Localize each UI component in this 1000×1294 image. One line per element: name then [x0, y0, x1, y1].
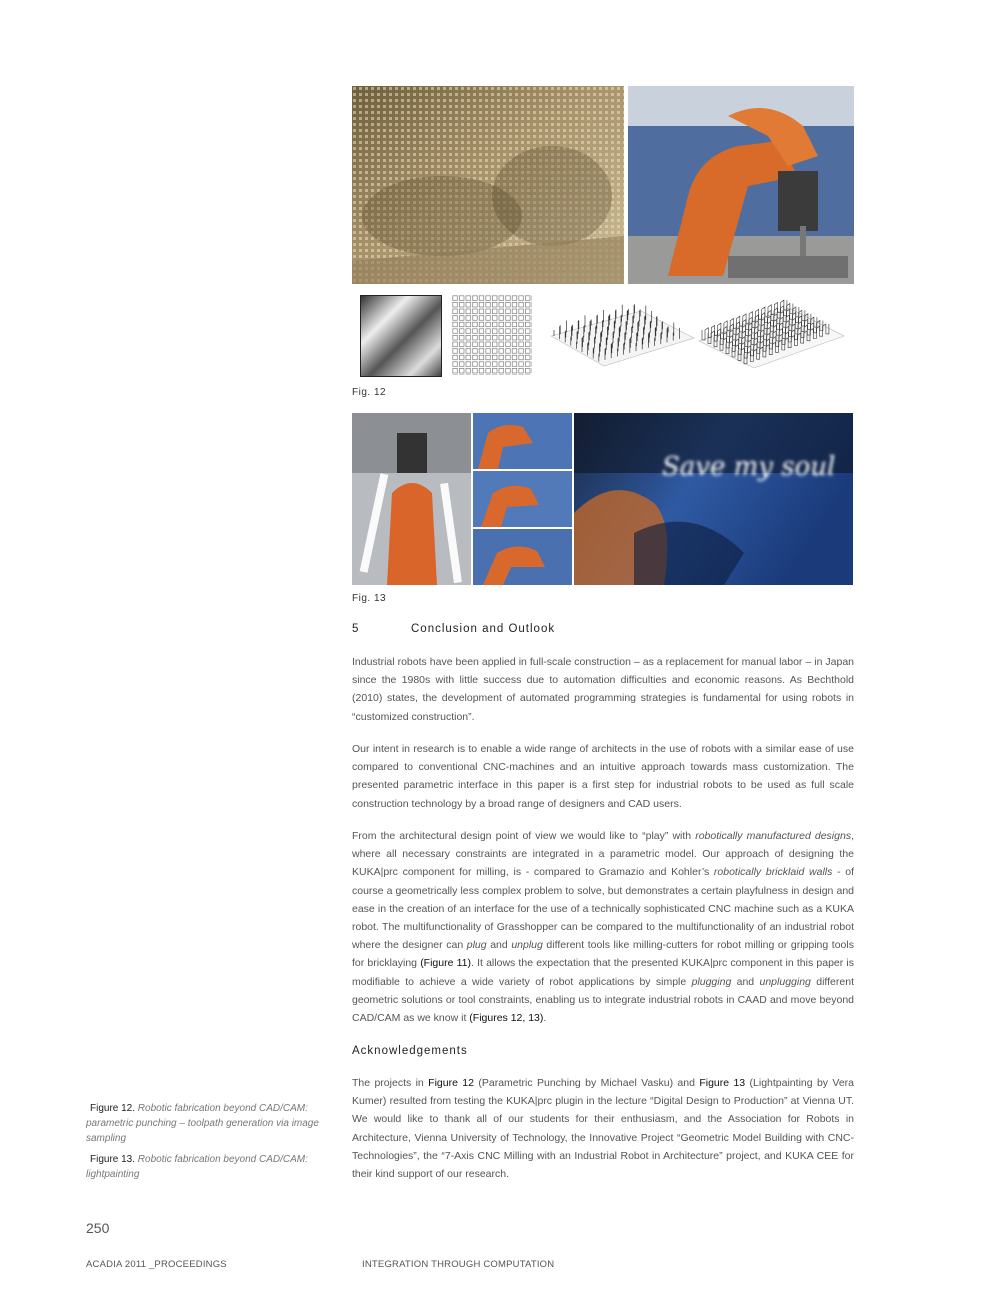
- fig12-grid-diagram: [452, 295, 532, 375]
- fig12-perforated-panel-photo: [352, 86, 624, 284]
- fig13-label: Fig. 13: [352, 593, 387, 604]
- fig12-robot-punching-photo: [628, 86, 854, 284]
- fig12-gradient-image-sample: [360, 295, 442, 377]
- section-number: 5: [352, 623, 360, 635]
- section-title: Conclusion and Outlook: [411, 623, 556, 635]
- fig12-pin-field-diagram: [546, 296, 696, 368]
- footer-left: ACADIA 2011 _PROCEEDINGS: [86, 1259, 227, 1270]
- page-number: 250: [86, 1220, 110, 1236]
- paragraph-2: Our intent in research is to enable a wide range of architects in the use of robots with a similar ease of use compared to conventional CNC-machines and an intuitive approach towards mass customization. The presented parametric interface in this paper is a first step for industrial robots to be used as full scale construction technology by a broad range of designers and CAD users.: [352, 743, 854, 810]
- figure-13-reference: Figure 13: [699, 1077, 746, 1089]
- fig13-robot-lights-photo: [352, 413, 471, 585]
- fig13-sequence-photo-1: [473, 413, 572, 469]
- fig12-label: Fig. 12: [352, 387, 387, 398]
- figure-12-caption: Figure 12. Robotic fabrication beyond CAD/CAM: parametric punching – toolpath generation via image sampling: [86, 1103, 319, 1144]
- footer-right: INTEGRATION THROUGH COMPUTATION: [362, 1259, 555, 1270]
- fig12-toolpath-diagram: [694, 296, 846, 368]
- fig13-lightpainting-photo: [574, 413, 853, 585]
- acknowledgements-heading: Acknowledgements: [352, 1045, 468, 1057]
- paragraph-3: From the architectural design point of view we would like to “play” with robotically manufactured designs, where all necessary constraints are integrated in a parametric model. Our approach of designing the KUKA|prc component for milling, is - compared to Gramazio and Kohler’s robotically bricklaid walls - of course a geometrically less complex problem to solve, but demonstrates a certain playfulness in design and ease in the creation of an interface for the use of a technically sophisticated CNC machine such as a KUKA robot. The multifunctionality of Grasshopper can be compared to the multifunctionality of an industrial robot where the designer can plug and unplug different tools like milling-cutters for robot milling or gripping tools for bricklaying (Figure 11). It allows the expectation that the presented KUKA|prc component in this paper is modifiable to achieve a wide variety of robot applications by simple plugging and unplugging different geometric solutions or tool constraints, enabling us to integrate industrial robots in CAAD and move beyond CAD/CAM as we know it (Figures 12, 13).: [352, 830, 854, 1025]
- figure-11-reference: (Figure 11): [420, 957, 472, 970]
- fig13-light-script: Save my soul: [662, 452, 836, 482]
- figure-12-reference: Figure 12: [428, 1077, 474, 1089]
- figures-12-13-reference: (Figures 12, 13): [469, 1012, 544, 1025]
- paragraph-1: Industrial robots have been applied in full-scale construction – as a replacement for manual labor – in Japan since the 1980s with little success due to automation difficulties and economic reasons. As Bechthold (2010) states, the development of automated programming strategies is fundamental for using robots in “customized construction”.: [352, 656, 854, 723]
- fig13-sequence-photo-2: [473, 471, 572, 527]
- figure-13-caption: Figure 13. Robotic fabrication beyond CAD/CAM: lightpainting: [86, 1154, 308, 1180]
- acknowledgements-paragraph: The projects in Figure 12 (Parametric Punching by Michael Vasku) and Figure 13 (Lightpainting by Vera Kumer) resulted from testing the KUKA|prc plugin in the lecture “Digital Design to Production” at Vienna UT. We would like to thank all of our students for their enthusiasm, and the Association for Robots in Architecture, Vienna University of Technology, the Innovative Project “Geometric Model Building with CNC-Technologies”, the “7-Axis CNC Milling with an Industrial Robot in Architecture” project, and KUKA CEE for their kind support of our research.: [352, 1077, 855, 1181]
- fig13-sequence-photo-3: [473, 529, 572, 585]
